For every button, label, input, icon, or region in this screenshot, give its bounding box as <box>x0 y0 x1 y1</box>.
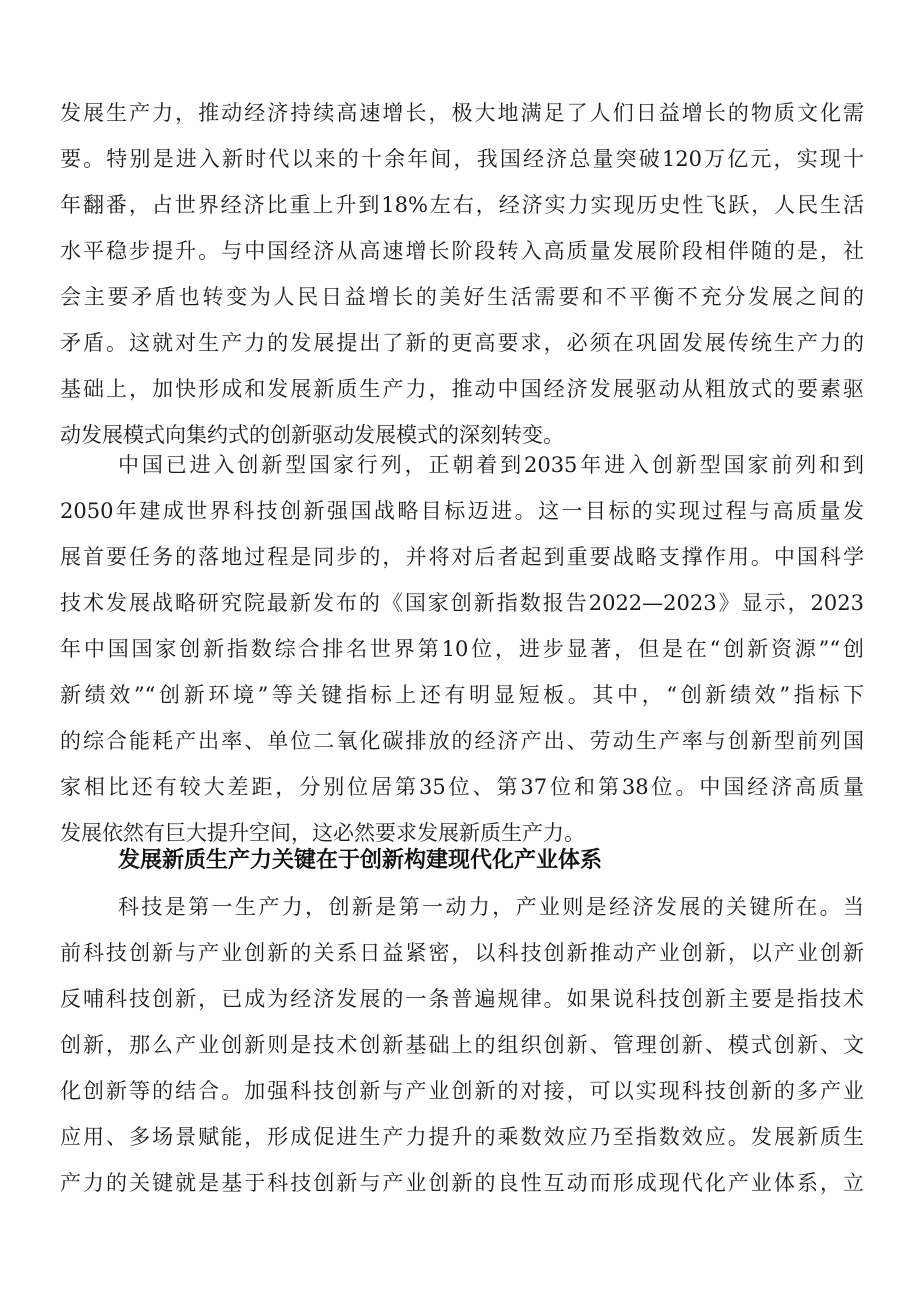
text-line: 的综合能耗产出率、单位二氧化碳排放的经济产出、劳动生产率与创新型前列国 <box>60 729 864 753</box>
text-line: 技术发展战略研究院最新发布的《国家创新指数报告2022—2023》显示，2023 <box>60 591 864 615</box>
section-heading: 发展新质生产力关键在于创新构建现代化产业体系 <box>118 848 603 873</box>
text-line: 2050年建成世界科技创新强国战略目标迈进。这一目标的实现过程与高质量发 <box>60 499 864 523</box>
text-line: 年中国国家创新指数综合排名世界第10位，进步显著，但是在“创新资源”“创 <box>60 637 864 661</box>
text-line: 科技是第一生产力，创新是第一动力，产业则是经济发展的关键所在。当 <box>118 895 864 919</box>
text-line: 发展生产力，推动经济持续高速增长，极大地满足了人们日益增长的物质文化需 <box>60 101 864 125</box>
text-line: 会主要矛盾也转变为人民日益增长的美好生活需要和不平衡不充分发展之间的 <box>60 285 864 309</box>
text-line: 发展依然有巨大提升空间，这必然要求发展新质生产力。 <box>60 821 585 845</box>
text-line: 要。特别是进入新时代以来的十余年间，我国经济总量突破120万亿元，实现十 <box>60 147 864 171</box>
text-line: 新绩效”“创新环境”等关键指标上还有明显短板。其中，“创新绩效”指标下 <box>60 683 864 707</box>
text-line: 产力的关键就是基于科技创新与产业创新的良性互动而形成现代化产业体系，立 <box>60 1171 864 1195</box>
text-line: 年翻番，占世界经济比重上升到18%左右，经济实力实现历史性飞跃，人民生活 <box>60 193 864 217</box>
text-line: 水平稳步提升。与中国经济从高速增长阶段转入高质量发展阶段相伴随的是，社 <box>60 239 864 263</box>
text-line: 动发展模式向集约式的创新驱动发展模式的深刻转变。 <box>60 423 564 447</box>
text-line: 应用、多场景赋能，形成促进生产力提升的乘数效应乃至指数效应。发展新质生 <box>60 1125 864 1149</box>
text-line: 基础上，加快形成和发展新质生产力，推动中国经济发展驱动从粗放式的要素驱 <box>60 377 864 401</box>
text-line: 创新，那么产业创新则是技术创新基础上的组织创新、管理创新、模式创新、文 <box>60 1033 864 1057</box>
text-line: 中国已进入创新型国家行列，正朝着到2035年进入创新型国家前列和到 <box>118 453 864 477</box>
text-line: 化创新等的结合。加强科技创新与产业创新的对接，可以实现科技创新的多产业 <box>60 1079 864 1103</box>
text-line: 前科技创新与产业创新的关系日益紧密，以科技创新推动产业创新，以产业创新 <box>60 941 864 965</box>
text-line: 反哺科技创新，已成为经济发展的一条普遍规律。如果说科技创新主要是指技术 <box>60 987 864 1011</box>
text-line: 家相比还有较大差距，分别位居第35位、第37位和第38位。中国经济高质量 <box>60 775 864 799</box>
text-line: 展首要任务的落地过程是同步的，并将对后者起到重要战略支撑作用。中国科学 <box>60 545 864 569</box>
text-line: 矛盾。这就对生产力的发展提出了新的更高要求，必须在巩固发展传统生产力的 <box>60 331 864 355</box>
